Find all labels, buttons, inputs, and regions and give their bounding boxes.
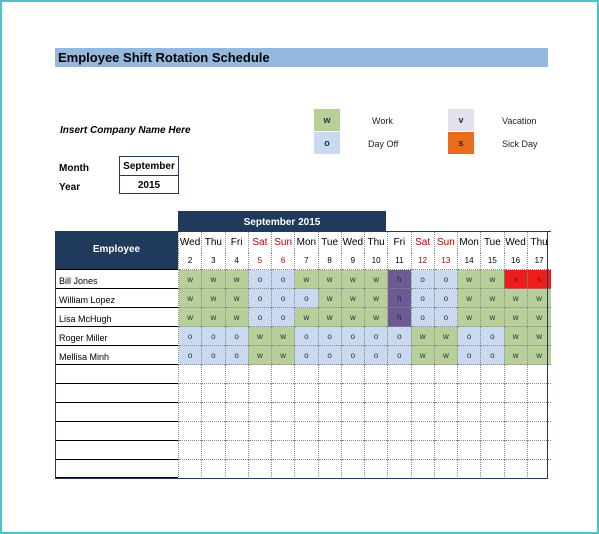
shift-cell[interactable]: h xyxy=(388,308,411,327)
shift-cell[interactable] xyxy=(248,403,271,422)
day-of-week-header: Sun xyxy=(272,232,295,253)
day-of-week-header: Thu xyxy=(365,232,388,253)
shift-cell[interactable] xyxy=(481,365,504,384)
day-number-header: 9 xyxy=(341,253,364,270)
shift-cell[interactable] xyxy=(272,441,295,460)
shift-cell[interactable] xyxy=(388,403,411,422)
shift-cell[interactable]: o xyxy=(341,346,364,365)
shift-cell[interactable]: w xyxy=(179,289,202,308)
day-number-header: 7 xyxy=(295,253,318,270)
shift-cell[interactable] xyxy=(225,441,248,460)
shift-cell[interactable] xyxy=(272,422,295,441)
day-of-week-header: Sat xyxy=(248,232,271,253)
shift-cell[interactable] xyxy=(504,365,527,384)
legend-sickday-label: Sick Day xyxy=(502,139,538,149)
shift-cell[interactable]: w xyxy=(411,346,434,365)
day-number-header: 6 xyxy=(272,253,295,270)
shift-cell[interactable] xyxy=(481,384,504,403)
shift-cell[interactable] xyxy=(527,441,550,460)
shift-cell[interactable] xyxy=(341,384,364,403)
schedule-row xyxy=(179,422,551,441)
shift-cell[interactable]: w xyxy=(411,327,434,346)
shift-cell[interactable]: o xyxy=(318,327,341,346)
shift-cell[interactable] xyxy=(341,403,364,422)
shift-cell[interactable]: h xyxy=(388,270,411,289)
shift-cell[interactable] xyxy=(434,422,457,441)
shift-cell[interactable] xyxy=(248,460,271,479)
shift-cell[interactable] xyxy=(341,441,364,460)
schedule-row xyxy=(179,441,551,460)
year-value[interactable]: 2015 xyxy=(119,176,179,194)
shift-cell[interactable] xyxy=(202,365,225,384)
shift-cell[interactable]: w xyxy=(504,289,527,308)
shift-cell[interactable]: o xyxy=(434,308,457,327)
shift-cell[interactable] xyxy=(434,384,457,403)
shift-cell[interactable] xyxy=(365,365,388,384)
employee-name-cell[interactable] xyxy=(55,364,178,383)
employee-name-cell[interactable]: William Lopez xyxy=(55,288,178,307)
shift-cell[interactable]: o xyxy=(318,346,341,365)
shift-cell[interactable]: w xyxy=(458,308,481,327)
day-number-header: 15 xyxy=(481,253,504,270)
schedule-row xyxy=(179,308,551,327)
schedule-row xyxy=(179,384,551,403)
shift-cell[interactable]: w xyxy=(481,289,504,308)
shift-cell[interactable] xyxy=(458,384,481,403)
shift-cell[interactable]: o xyxy=(272,308,295,327)
shift-cell[interactable]: s xyxy=(527,270,550,289)
day-number-header: 8 xyxy=(318,253,341,270)
employee-name-cell[interactable] xyxy=(55,421,178,440)
schedule-row xyxy=(179,346,551,365)
shift-cell[interactable]: w xyxy=(225,308,248,327)
shift-cell[interactable] xyxy=(272,403,295,422)
shift-cell[interactable] xyxy=(179,460,202,479)
shift-cell[interactable] xyxy=(272,460,295,479)
shift-cell[interactable]: w xyxy=(341,289,364,308)
shift-cell[interactable]: w xyxy=(202,308,225,327)
shift-cell[interactable] xyxy=(318,422,341,441)
shift-cell[interactable] xyxy=(411,460,434,479)
legend-work-label: Work xyxy=(372,116,393,126)
employee-name-cell[interactable]: Bill Jones xyxy=(55,269,178,288)
shift-cell[interactable]: o xyxy=(388,327,411,346)
day-of-week-header: Tue xyxy=(481,232,504,253)
shift-cell[interactable]: w xyxy=(365,289,388,308)
legend-vacation-swatch: v xyxy=(448,109,474,131)
shift-cell[interactable]: o xyxy=(272,289,295,308)
shift-cell[interactable] xyxy=(318,365,341,384)
shift-cell[interactable] xyxy=(318,403,341,422)
shift-cell[interactable]: w xyxy=(527,327,550,346)
shift-cell[interactable]: o xyxy=(481,327,504,346)
day-of-week-header: Tue xyxy=(318,232,341,253)
shift-cell[interactable] xyxy=(225,460,248,479)
shift-cell[interactable]: w xyxy=(295,308,318,327)
shift-cell[interactable]: w xyxy=(527,289,550,308)
shift-cell[interactable] xyxy=(248,441,271,460)
shift-cell[interactable]: w xyxy=(434,327,457,346)
company-name-placeholder[interactable]: Insert Company Name Here xyxy=(60,125,191,136)
year-label: Year xyxy=(59,182,81,193)
shift-cell[interactable] xyxy=(272,365,295,384)
legend-dayoff-swatch: o xyxy=(314,132,340,154)
shift-cell[interactable]: o xyxy=(434,289,457,308)
shift-cell[interactable] xyxy=(318,441,341,460)
day-number-header: 3 xyxy=(202,253,225,270)
shift-cell[interactable] xyxy=(225,403,248,422)
shift-cell[interactable] xyxy=(388,365,411,384)
shift-cell[interactable]: o xyxy=(179,327,202,346)
month-label: Month xyxy=(59,163,89,174)
shift-cell[interactable] xyxy=(388,422,411,441)
shift-cell[interactable] xyxy=(434,460,457,479)
day-number-header: 5 xyxy=(248,253,271,270)
shift-cell[interactable] xyxy=(318,384,341,403)
shift-cell[interactable]: w xyxy=(341,270,364,289)
shift-cell[interactable]: o xyxy=(295,346,318,365)
shift-cell[interactable]: w xyxy=(504,308,527,327)
shift-cell[interactable] xyxy=(318,460,341,479)
shift-cell[interactable] xyxy=(504,403,527,422)
shift-cell[interactable] xyxy=(295,422,318,441)
shift-cell[interactable]: o xyxy=(458,346,481,365)
shift-cell[interactable]: w xyxy=(272,346,295,365)
shift-cell[interactable]: w xyxy=(504,346,527,365)
schedule-row xyxy=(179,327,551,346)
shift-cell[interactable]: w xyxy=(458,270,481,289)
legend-vacation-label: Vacation xyxy=(502,116,537,126)
shift-cell[interactable] xyxy=(388,384,411,403)
shift-cell[interactable] xyxy=(527,384,550,403)
shift-cell[interactable]: w xyxy=(225,270,248,289)
shift-cell[interactable]: w xyxy=(179,270,202,289)
day-of-week-header: Sat xyxy=(411,232,434,253)
shift-cell[interactable] xyxy=(527,422,550,441)
shift-cell[interactable] xyxy=(202,384,225,403)
legend-work-swatch: w xyxy=(314,109,340,131)
shift-cell[interactable]: w xyxy=(248,346,271,365)
shift-cell[interactable] xyxy=(434,403,457,422)
shift-cell[interactable] xyxy=(295,441,318,460)
shift-cell[interactable] xyxy=(295,403,318,422)
shift-cell[interactable] xyxy=(365,422,388,441)
month-value[interactable]: September xyxy=(119,156,179,176)
day-number-header: 14 xyxy=(458,253,481,270)
day-of-week-header: Wed xyxy=(179,232,202,253)
shift-cell[interactable] xyxy=(295,384,318,403)
shift-cell[interactable]: w xyxy=(365,270,388,289)
shift-cell[interactable] xyxy=(481,403,504,422)
shift-cell[interactable] xyxy=(341,365,364,384)
shift-cell[interactable]: o xyxy=(411,289,434,308)
shift-cell[interactable] xyxy=(202,403,225,422)
shift-cell[interactable] xyxy=(458,460,481,479)
day-of-week-header: Wed xyxy=(504,232,527,253)
shift-cell[interactable]: w xyxy=(179,308,202,327)
shift-cell[interactable]: h xyxy=(388,289,411,308)
shift-cell[interactable] xyxy=(527,365,550,384)
shift-cell[interactable] xyxy=(272,384,295,403)
shift-cell[interactable] xyxy=(202,460,225,479)
shift-cell[interactable] xyxy=(365,384,388,403)
shift-cell[interactable]: w xyxy=(341,308,364,327)
day-of-week-header: Fri xyxy=(388,232,411,253)
shift-cell[interactable] xyxy=(411,384,434,403)
shift-cell[interactable]: o xyxy=(202,346,225,365)
shift-cell[interactable]: o xyxy=(341,327,364,346)
employee-names-column xyxy=(55,269,178,478)
shift-cell[interactable] xyxy=(295,460,318,479)
shift-cell[interactable]: o xyxy=(295,327,318,346)
day-number-header: 11 xyxy=(388,253,411,270)
shift-cell[interactable]: w xyxy=(318,308,341,327)
shift-cell[interactable] xyxy=(434,441,457,460)
day-number-header: 12 xyxy=(411,253,434,270)
shift-cell[interactable] xyxy=(179,422,202,441)
day-number-header: 16 xyxy=(504,253,527,270)
employee-name-cell[interactable]: Mellisa Minh xyxy=(55,345,178,364)
shift-cell[interactable]: o xyxy=(434,270,457,289)
shift-cell[interactable]: w xyxy=(202,289,225,308)
day-of-week-header: Thu xyxy=(527,232,550,253)
day-of-week-header: Wed xyxy=(341,232,364,253)
shift-cell[interactable] xyxy=(341,460,364,479)
shift-cell[interactable] xyxy=(411,441,434,460)
shift-cell[interactable]: s xyxy=(504,270,527,289)
schedule-row xyxy=(179,460,551,479)
day-number-header: 13 xyxy=(434,253,457,270)
shift-cell[interactable] xyxy=(179,365,202,384)
shift-cell[interactable] xyxy=(458,441,481,460)
shift-cell[interactable]: o xyxy=(411,270,434,289)
shift-cell[interactable] xyxy=(365,403,388,422)
shift-cell[interactable] xyxy=(411,403,434,422)
shift-cell[interactable] xyxy=(388,460,411,479)
shift-cell[interactable]: w xyxy=(272,327,295,346)
day-number-header: 17 xyxy=(527,253,550,270)
employee-name-cell[interactable]: Lisa McHugh xyxy=(55,307,178,326)
legend-sickday-swatch: s xyxy=(448,132,474,154)
day-of-week-header: Sun xyxy=(434,232,457,253)
shift-cell[interactable] xyxy=(248,384,271,403)
employee-name-cell[interactable] xyxy=(55,440,178,459)
employee-name-cell[interactable] xyxy=(55,402,178,421)
day-number-header: 4 xyxy=(225,253,248,270)
shift-cell[interactable]: o xyxy=(365,346,388,365)
shift-cell[interactable]: w xyxy=(318,289,341,308)
day-of-week-header: Fri xyxy=(225,232,248,253)
shift-cell[interactable]: w xyxy=(527,308,550,327)
shift-cell[interactable] xyxy=(225,422,248,441)
shift-cell[interactable] xyxy=(225,365,248,384)
shift-cell[interactable] xyxy=(458,403,481,422)
shift-cell[interactable] xyxy=(504,422,527,441)
shift-cell[interactable]: o xyxy=(248,289,271,308)
shift-cell[interactable] xyxy=(527,403,550,422)
shift-cell[interactable]: o xyxy=(248,308,271,327)
shift-cell[interactable]: w xyxy=(202,270,225,289)
day-of-week-header: Thu xyxy=(202,232,225,253)
shift-cell[interactable] xyxy=(248,422,271,441)
schedule-grid xyxy=(178,231,551,479)
shift-cell[interactable] xyxy=(179,403,202,422)
shift-cell[interactable]: o xyxy=(388,346,411,365)
shift-cell[interactable]: o xyxy=(458,327,481,346)
shift-cell[interactable]: w xyxy=(318,270,341,289)
schedule-row xyxy=(179,365,551,384)
shift-cell[interactable]: o xyxy=(225,346,248,365)
employee-name-cell[interactable] xyxy=(55,383,178,402)
employee-column-header: Employee xyxy=(55,231,178,269)
employee-name-cell[interactable]: Roger Miller xyxy=(55,326,178,345)
shift-cell[interactable]: w xyxy=(527,346,550,365)
shift-cell[interactable] xyxy=(481,441,504,460)
shift-cell[interactable] xyxy=(202,441,225,460)
employee-name-cell[interactable] xyxy=(55,459,178,478)
shift-cell[interactable]: w xyxy=(481,308,504,327)
shift-cell[interactable] xyxy=(434,365,457,384)
shift-cell[interactable] xyxy=(388,441,411,460)
shift-cell[interactable] xyxy=(504,441,527,460)
shift-cell[interactable] xyxy=(481,460,504,479)
shift-cell[interactable]: o xyxy=(179,346,202,365)
shift-cell[interactable]: o xyxy=(365,327,388,346)
day-of-week-header: Mon xyxy=(295,232,318,253)
shift-cell[interactable] xyxy=(179,441,202,460)
schedule-row xyxy=(179,270,551,289)
shift-cell[interactable] xyxy=(341,422,364,441)
shift-cell[interactable]: o xyxy=(272,270,295,289)
shift-cell[interactable]: w xyxy=(434,346,457,365)
shift-cell[interactable]: w xyxy=(481,270,504,289)
shift-cell[interactable] xyxy=(365,460,388,479)
shift-cell[interactable] xyxy=(295,365,318,384)
shift-cell[interactable] xyxy=(504,384,527,403)
schedule-row xyxy=(179,403,551,422)
shift-cell[interactable]: o xyxy=(248,270,271,289)
shift-cell[interactable]: w xyxy=(458,289,481,308)
shift-cell[interactable] xyxy=(365,441,388,460)
shift-cell[interactable] xyxy=(458,365,481,384)
shift-cell[interactable] xyxy=(458,422,481,441)
shift-cell[interactable] xyxy=(179,384,202,403)
shift-cell[interactable]: w xyxy=(248,327,271,346)
shift-cell[interactable]: o xyxy=(225,327,248,346)
shift-cell[interactable]: o xyxy=(411,308,434,327)
shift-cell[interactable] xyxy=(411,365,434,384)
shift-cell[interactable]: w xyxy=(504,327,527,346)
shift-cell[interactable] xyxy=(411,422,434,441)
shift-cell[interactable]: o xyxy=(202,327,225,346)
shift-cell[interactable]: w xyxy=(225,289,248,308)
shift-cell[interactable] xyxy=(527,460,550,479)
day-number-header: 2 xyxy=(179,253,202,270)
legend-dayoff-label: Day Off xyxy=(368,139,399,149)
page-title: Employee Shift Rotation Schedule xyxy=(55,48,548,67)
day-of-week-header: Mon xyxy=(458,232,481,253)
shift-cell[interactable] xyxy=(504,460,527,479)
month-banner: September 2015 xyxy=(178,211,386,231)
shift-cell[interactable]: o xyxy=(295,289,318,308)
shift-cell[interactable] xyxy=(225,384,248,403)
schedule-row xyxy=(179,289,551,308)
shift-cell[interactable]: w xyxy=(365,308,388,327)
day-number-header: 10 xyxy=(365,253,388,270)
shift-cell[interactable]: w xyxy=(295,270,318,289)
shift-cell[interactable] xyxy=(202,422,225,441)
shift-cell[interactable] xyxy=(481,422,504,441)
shift-cell[interactable] xyxy=(248,365,271,384)
shift-cell[interactable]: o xyxy=(481,346,504,365)
